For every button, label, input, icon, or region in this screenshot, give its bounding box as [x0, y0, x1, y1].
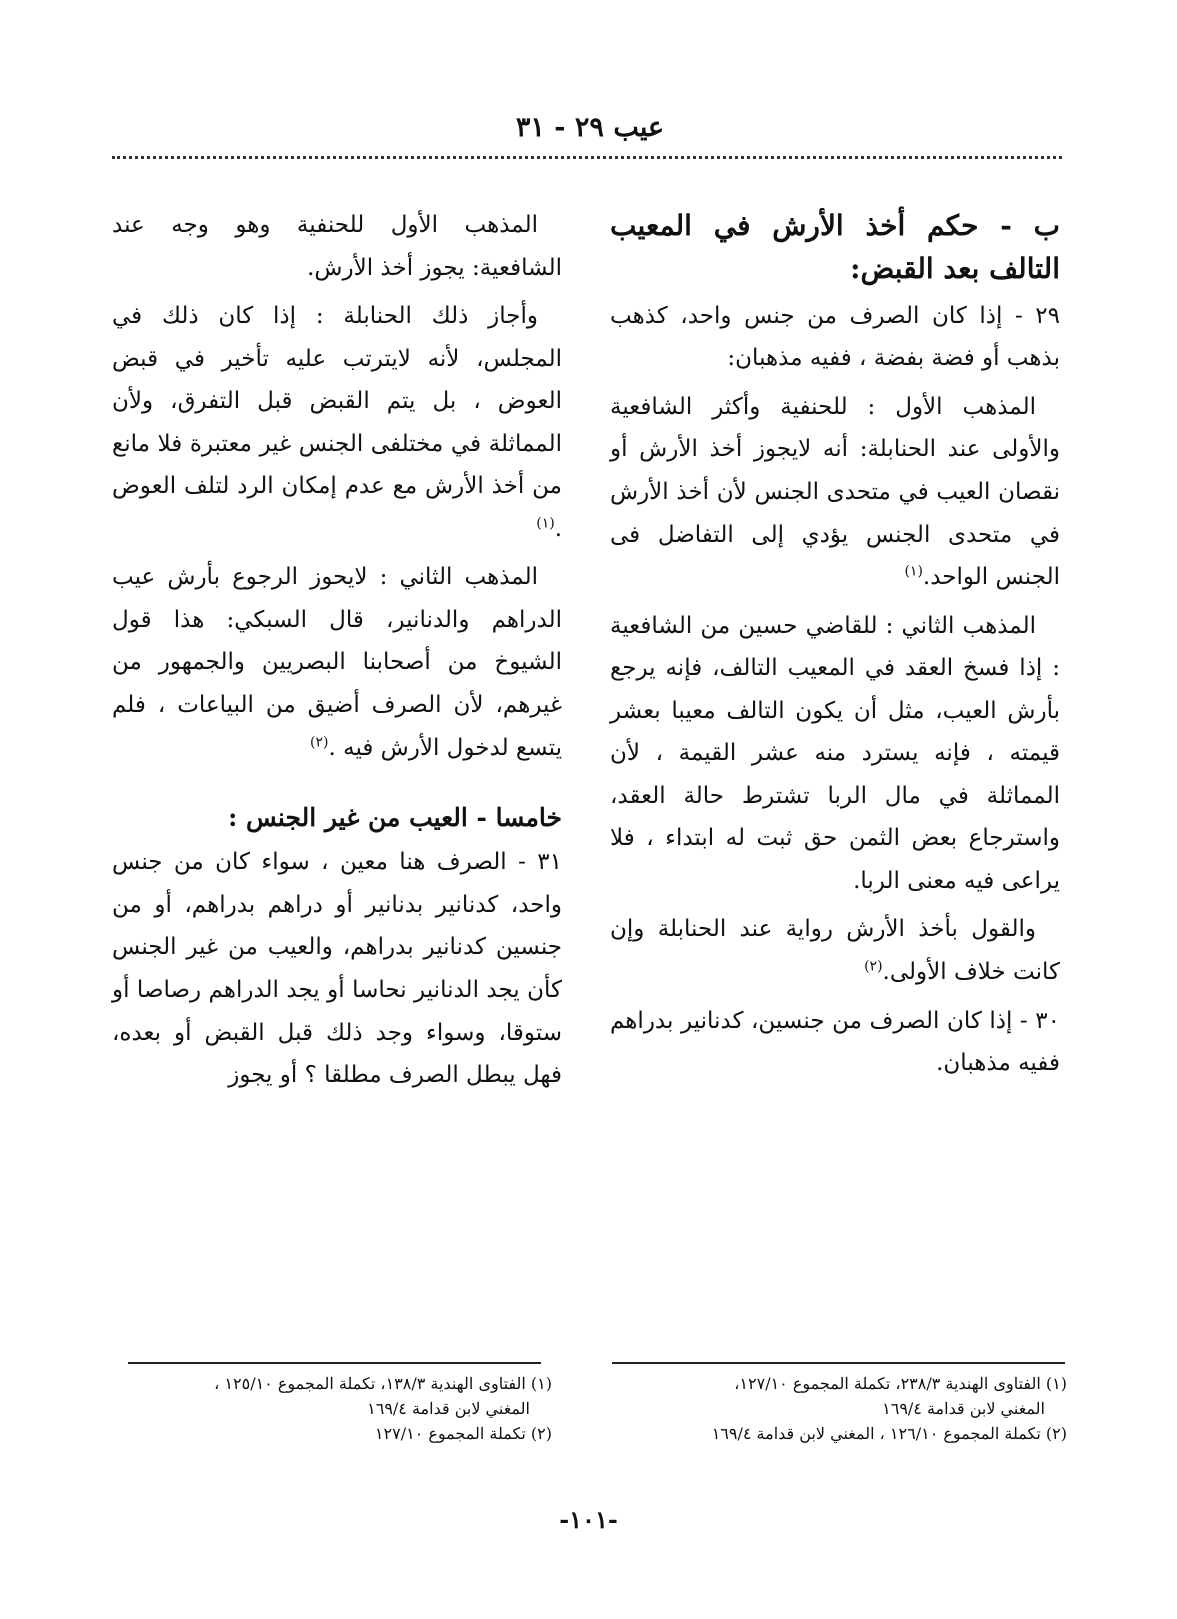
right-column	[610, 204, 1060, 1091]
section-heading-fifth: خامسا - العيب من غير الجنس :	[228, 803, 562, 833]
footnote-ref-1: (١)	[904, 563, 923, 580]
paragraph-second-school-subki	[112, 556, 562, 769]
paragraph-hanbali-opinion-text: والقول بأخذ الأرش رواية عند الحنابلة وإن كانت خلاف الأولى.	[610, 916, 1060, 985]
paragraph-hanbali-permission-text: وأجاز ذلك الحنابلة : إذا كان ذلك في المجلس، لأنه لايترتب عليه تأخير في قبض العوض ، بل يتم القبض قبل التفرق، ولأن المماثلة في مختلفى الجنس غير معتبرة فلا مانع من أخذ الأرش مع عدم إمكان الرد لتلف العوض .	[112, 303, 562, 542]
left-column	[112, 204, 562, 1103]
page-number: -١٠١-	[559, 1505, 618, 1534]
footnote-right-1-cont: المغني لابن قدامة ١٦٩/٤	[882, 1398, 1045, 1418]
paragraph-first-school-hanafi: المذهب الأول للحنفية وهو وجه عند الشافعية: يجوز أخذ الأرش.	[112, 212, 562, 281]
paragraph-second-school: المذهب الثاني : للقاضي حسين من الشافعية : إذا فسخ العقد في المعيب التالف، فإنه يرجع بأرش العيب، مثل أن يكون التالف معيبا بعشر قيمته ، فإنه يسترد منه عشر القيمة ، لأن المماثلة في مال الربا تشترط حالة العقد، واسترجاع بعض الثمن حق ثبت له ابتداء ، فلا يراعى فيه معنى الربا.	[610, 612, 1060, 894]
footnote-left-1-cont: المغني لابن قدامة ١٦٩/٤	[367, 1398, 530, 1418]
footnote-ref-2: (٢)	[864, 958, 883, 975]
footnote-right-1: (١) الفتاوى الهندية ٢٣٨/٣، تكملة المجموع ١٢٧/١٠،	[734, 1374, 1067, 1393]
paragraph-30: ٣٠ - إذا كان الصرف من جنسين، كدنانير بدراهم ففيه مذهبان.	[610, 1007, 1060, 1077]
page-header: عيب ٢٩ - ٣١	[515, 112, 665, 143]
paragraph-second-school-subki-text: المذهب الثاني : لايحوز الرجوع بأرش عيب الدراهم والدنانير، قال السبكي: هذا قول الشيوخ من أصحابنا البصريين والجمهور من غيرهم، لأن الصرف أضيق من البياعات ، فلم يتسع لدخول الأرش فيه .	[112, 564, 562, 761]
footnotes-left	[112, 1372, 552, 1446]
footnotes-right	[612, 1372, 1067, 1446]
footnote-left-1: (١) الفتاوى الهندية ١٣٨/٣، تكملة المجموع ١٢٥/١٠ ،	[214, 1374, 552, 1393]
footnote-left-2: (٢) تكملة المجموع ١٢٧/١٠	[374, 1423, 552, 1443]
paragraph-first-school	[610, 386, 1060, 599]
paragraph-hanbali-permission	[112, 295, 562, 550]
section-heading-b: ب - حكم أخذ الأرش في المعيب التالف بعد القبض:	[610, 209, 1060, 286]
paragraph-hanbali-opinion	[610, 908, 1060, 993]
footnote-ref-2: (٢)	[310, 733, 329, 750]
paragraph-31: ٣١ - الصرف هنا معين ، سواء كان من جنس واحد، كدنانير بدنانير أو دراهم بدراهم، أو من جنسين كدنانير بدراهم، والعيب من غير الجنس كأن يجد الدنانير نحاسا أو يجد الدراهم رصاصا أو ستوقا، وسواء وجد ذلك قبل القبض أو بعده، فهل يبطل الصرف مطلقا ؟ أو يجوز	[112, 849, 562, 1089]
footnote-ref-1: (١)	[536, 515, 555, 532]
paragraph-first-school-text: المذهب الأول : للحنفية وأكثر الشافعية والأولى عند الحنابلة: أنه لايجوز أخذ الأرش أو نقصان العيب في متحدى الجنس لأن أخذ الأرش في متحدى الجنس يؤدي إلى التفاضل فى الجنس الواحد.	[610, 393, 1060, 591]
footnote-rule-left	[128, 1362, 541, 1364]
header-dotted-rule	[112, 156, 1062, 159]
footnote-right-2: (٢) تكملة المجموع ١٢٦/١٠ ، المغني لابن قدامة ١٦٩/٤	[711, 1423, 1067, 1443]
footnote-rule-right	[612, 1362, 1065, 1364]
paragraph-29: ٢٩ - إذا كان الصرف من جنس واحد، كذهب بذهب أو فضة بفضة ، ففيه مذهبان:	[610, 302, 1060, 372]
